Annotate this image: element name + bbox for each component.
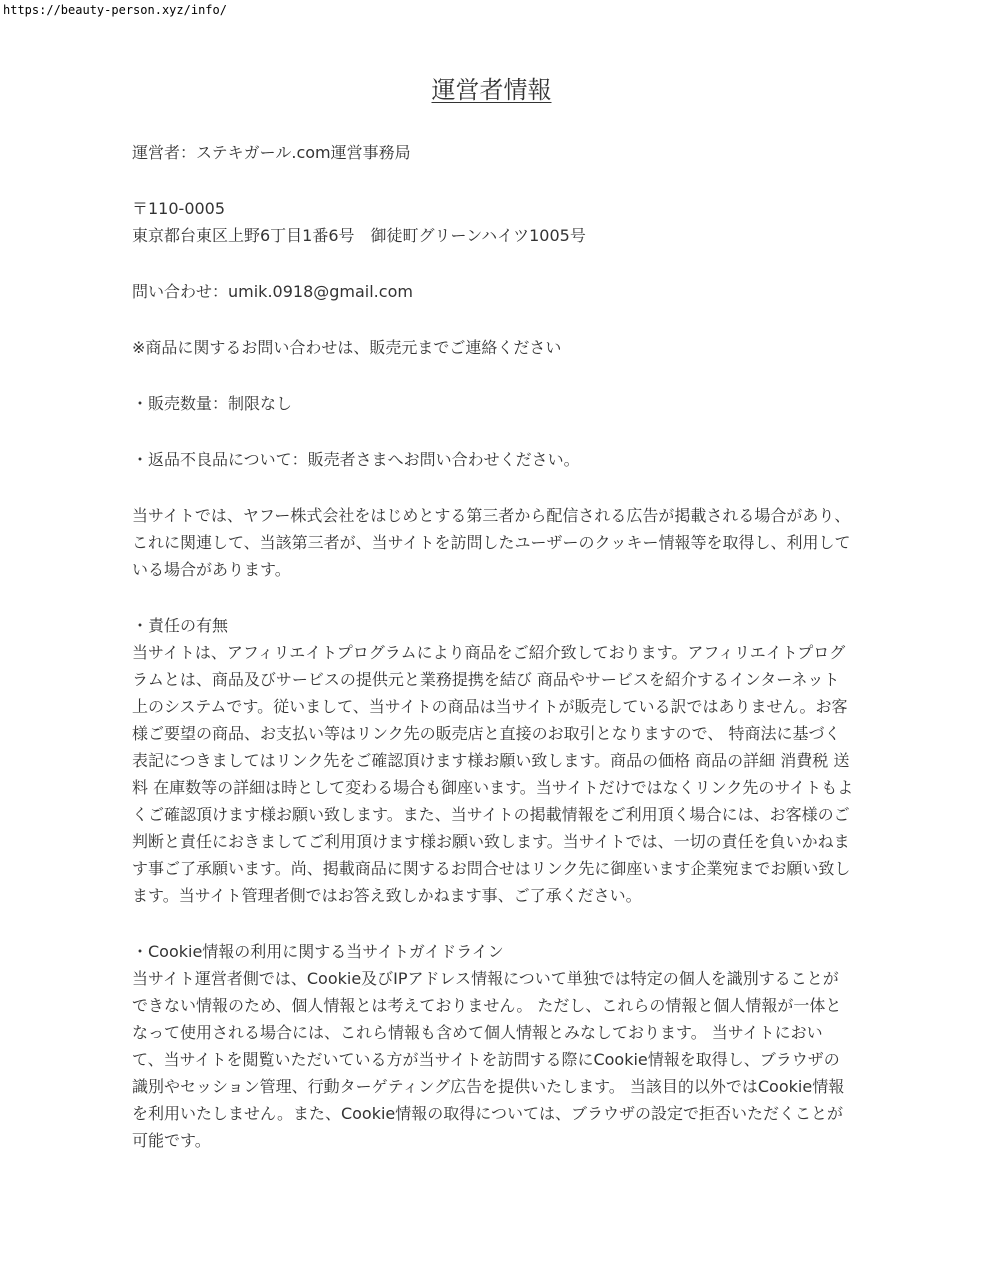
page-title bbox=[0, 74, 983, 106]
cookie-section bbox=[132, 938, 854, 1154]
sales-quantity: ・販売数量：制限なし bbox=[132, 394, 293, 413]
returns-note: ・返品不良品について：販売者さまへお問い合わせください。 bbox=[132, 450, 580, 469]
main-content bbox=[132, 139, 854, 1183]
address: 東京都台東区上野6丁目1番6号 御徒町グリーンハイツ1005号 bbox=[132, 226, 586, 245]
postal-code: 〒110-0005 bbox=[132, 199, 226, 218]
address-block bbox=[132, 195, 854, 249]
page-title-text: 運営者情報 bbox=[431, 76, 552, 104]
responsibility-heading: ・責任の有無 bbox=[132, 616, 229, 635]
ads-paragraph: 当サイトでは、ヤフー株式会社をはじめとする第三者から配信される広告が掲載される場合があり、これに関連して、当該第三者が、当サイトを訪問したユーザーのクッキー情報等を取得し、利用している場合があります。 bbox=[132, 506, 851, 579]
responsibility-section bbox=[132, 612, 854, 909]
cookie-heading: ・Cookie情報の利用に関する当サイトガイドライン bbox=[132, 942, 504, 961]
contact-line: 問い合わせ：umik.0918@gmail.com bbox=[132, 282, 413, 301]
product-note: ※商品に関するお問い合わせは、販売元までご連絡ください bbox=[132, 338, 562, 357]
operator-line: 運営者：ステキガール.com運営事務局 bbox=[132, 143, 411, 162]
page-url: https://beauty-person.xyz/info/ bbox=[3, 3, 227, 17]
cookie-body: 当サイト運営者側では、Cookie及びIPアドレス情報について単独では特定の個人を識別することができない情報のため、個人情報とは考えておりません。 ただし、これらの情報と個人情報が一体となって使用される場合には、これら情報も含めて個人情報とみなしております。 当サイトにおいて、当サイトを閲覧いただいている方が当サイトを訪問する際にCookie情報を取得し、ブラウザの識別やセッション管理、行動ターゲティング広告を提供いたします。 当該目的以外ではCookie情報を利用いたしません。また、Cookie情報の取得については、ブラウザの設定で拒否いただくことが可能です。 bbox=[132, 969, 845, 1150]
responsibility-body: 当サイトは、アフィリエイトプログラムにより商品をご紹介致しております。アフィリエイトプログラムとは、商品及びサービスの提供元と業務提携を結び 商品やサービスを紹介するインターネット上のシステムです。従いまして、当サイトの商品は当サイトが販売している訳ではありません。お客様ご要望の商品、お支払い等はリンク先の販売店と直接のお取引となりますので、 特商法に基づく表記につきましてはリンク先をご確認頂けます様お願い致します。商品の価格 商品の詳細 消費税 送料 在庫数等の詳細は時として変わる場合も御座います。当サイトだけではなくリンク先のサイトもよくご確認頂けます様お願い致します。また、当サイトの掲載情報をご利用頂く場合には、お客様のご判断と責任におきましてご利用頂けます様お願い致します。当サイトでは、一切の責任を負いかねます事ご了承願います。尚、掲載商品に関するお問合せはリンク先に御座います企業宛までお願い致します。当サイト管理者側ではお答え致しかねます事、ご了承ください。 bbox=[132, 643, 854, 905]
